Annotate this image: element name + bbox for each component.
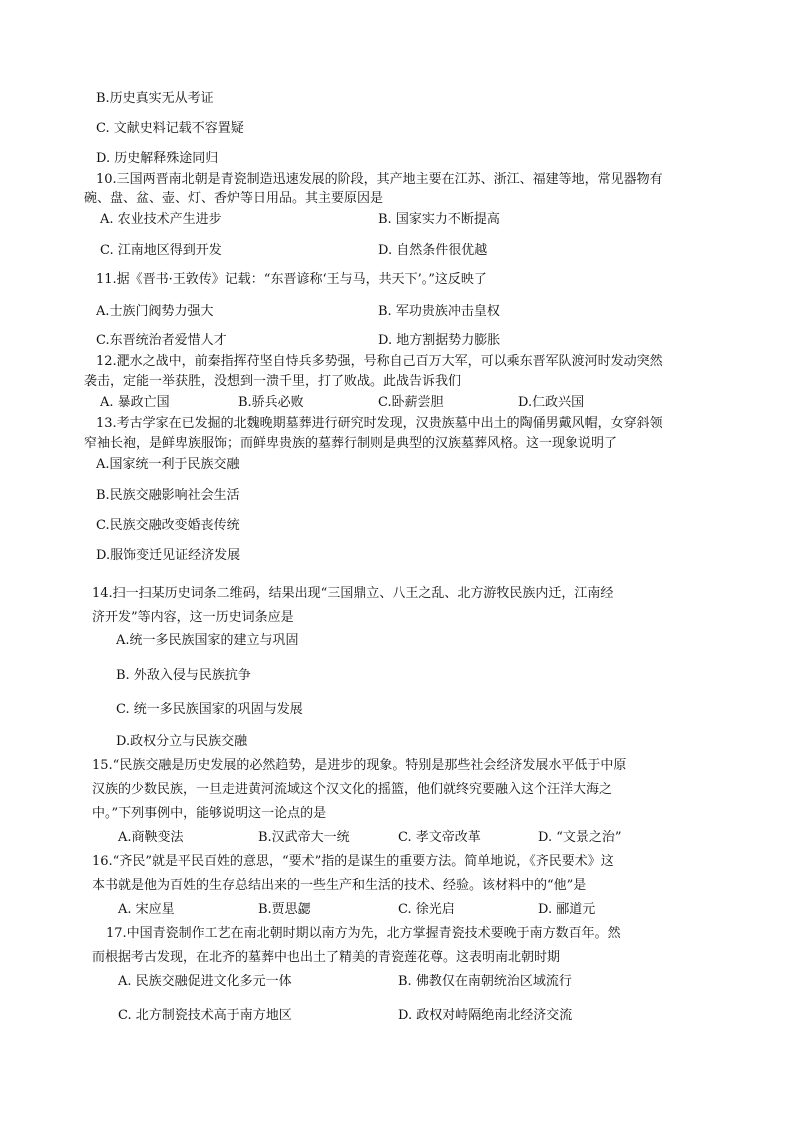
q16-option-a: A. 宋应星 (118, 902, 175, 917)
q12-option-c: C.卧薪尝胆 (378, 395, 444, 410)
q11-option-c: C.东晋统治者爱惜人才 (96, 333, 227, 348)
q15-option-c: C. 孝文帝改革 (398, 830, 481, 845)
q14-option-d: D.政权分立与民族交融 (116, 734, 248, 749)
q15-stem-line-2: 汉族的少数民族，一旦走进黄河流域这个汉文化的摇篮，他们就终究要融入这个汪洋大海之 (92, 782, 613, 797)
q10-stem-line-2: 碗、盘、盆、壶、灯、香炉等日用品。其主要原因是 (84, 191, 384, 206)
q17-option-b: B. 佛教仅在南朝统治区域流行 (398, 974, 572, 989)
q10-option-c: C. 江南地区得到开发 (100, 243, 222, 258)
q10-option-d: D. 自然条件很优越 (378, 243, 488, 258)
q12-option-d: D.仁政兴国 (518, 395, 585, 410)
q12-stem-line-2: 袭击，定能一举获胜，没想到一溃千里，打了败战。此战告诉我们 (84, 374, 462, 389)
q15-option-b: B.汉武帝大一统 (258, 830, 350, 845)
q10-stem-line-1: 10.三国两晋南北朝是青瓷制造迅速发展的阶段，其产地主要在江苏、浙江、福建等地，常见器物有 (96, 172, 663, 187)
option-b: B.历史真实无从考证 (96, 91, 214, 106)
q14-option-c: C. 统一多民族国家的巩固与发展 (116, 702, 303, 717)
q13-option-c: C.民族交融改变婚丧传统 (96, 518, 240, 533)
q12-option-b: B.骄兵必败 (238, 395, 304, 410)
q17-stem-line-2: 而根据考古发现，在北齐的墓葬中也出土了精美的青瓷莲花尊。这表明南北朝时期 (92, 950, 561, 965)
q12-stem-line-1: 12.淝水之战中，前秦指挥苻坚自恃兵多势强，号称自己百万大军，可以乘东晋军队渡河时发动突然 (96, 354, 663, 369)
q13-stem-line-2: 窄袖长袍，是鲜卑族服饰；而鲜卑贵族的墓葬行制则是典型的汉族墓葬风格。这一现象说明了 (84, 436, 618, 451)
q13-option-d: D.服饰变迁见证经济发展 (96, 548, 241, 563)
option-d: D. 历史解释殊途同归 (96, 151, 219, 166)
q13-option-a: A.国家统一利于民族交融 (96, 457, 240, 472)
q16-stem-line-2: 本书就是他为百姓的生存总结出来的一些生产和生活的技术、经验。该材料中的“他”是 (92, 878, 587, 893)
q10-option-a: A. 农业技术产生进步 (100, 212, 222, 227)
q13-stem-line-1: 13.考古学家在已发掘的北魏晚期墓葬进行研究时发现，汉贵族墓中出土的陶俑男戴风帽，女穿斜领 (96, 416, 663, 431)
q16-option-c: C. 徐光启 (398, 902, 455, 917)
q15-option-a: A.商鞅变法 (118, 830, 184, 845)
q16-option-b: B.贾思勰 (258, 902, 311, 917)
q11-option-d: D. 地方割据势力膨胀 (378, 333, 501, 348)
q11-stem-line-1: 11.据《晋书·王敦传》记载：“东晋谚称‘王与马，共天下’。”这反映了 (96, 272, 487, 287)
q16-option-d: D. 郦道元 (538, 902, 596, 917)
q14-stem-line-2: 济开发”等内容，这一历史词条应是 (92, 610, 294, 625)
q16-stem-line-1: 16.“齐民”就是平民百姓的意思，“要术”指的是谋生的重要方法。简单地说，《齐民要术》这 (92, 854, 614, 869)
option-c: C. 文献史料记载不容置疑 (96, 121, 244, 136)
q14-stem-line-1: 14.扫一扫某历史词条二维码，结果出现“三国鼎立、八王之乱、北方游牧民族内迁，江南经 (92, 586, 614, 601)
q17-stem-line-1: 17.中国青瓷制作工艺在南北朝时期以南方为先，北方掌握青瓷技术要晚于南方数百年。然 (106, 926, 621, 941)
q15-stem-line-3: 中。”下列事例中，能够说明这一论点的是 (92, 806, 327, 821)
q13-option-b: B.民族交融影响社会生活 (96, 488, 240, 503)
q15-stem-line-1: 15.“民族交融是历史发展的必然趋势，是进步的现象。特别是那些社会经济发展水平低于中原 (92, 758, 627, 773)
q14-option-a: A.统一多民族国家的建立与巩固 (116, 633, 299, 648)
q14-option-b: B. 外敌入侵与民族抗争 (116, 668, 251, 683)
q12-option-a: A. 暴政亡国 (100, 395, 170, 410)
q17-option-d: D. 政权对峙隔绝南北经济交流 (398, 1008, 573, 1023)
q11-option-a: A.士族门阀势力强大 (96, 304, 214, 319)
q11-option-b: B. 军功贵族冲击皇权 (378, 304, 500, 319)
q15-option-d: D. “文景之治” (538, 830, 622, 845)
q17-option-a: A. 民族交融促进文化多元一体 (118, 974, 292, 989)
q10-option-b: B. 国家实力不断提高 (378, 212, 500, 227)
q17-option-c: C. 北方制瓷技术高于南方地区 (118, 1008, 292, 1023)
